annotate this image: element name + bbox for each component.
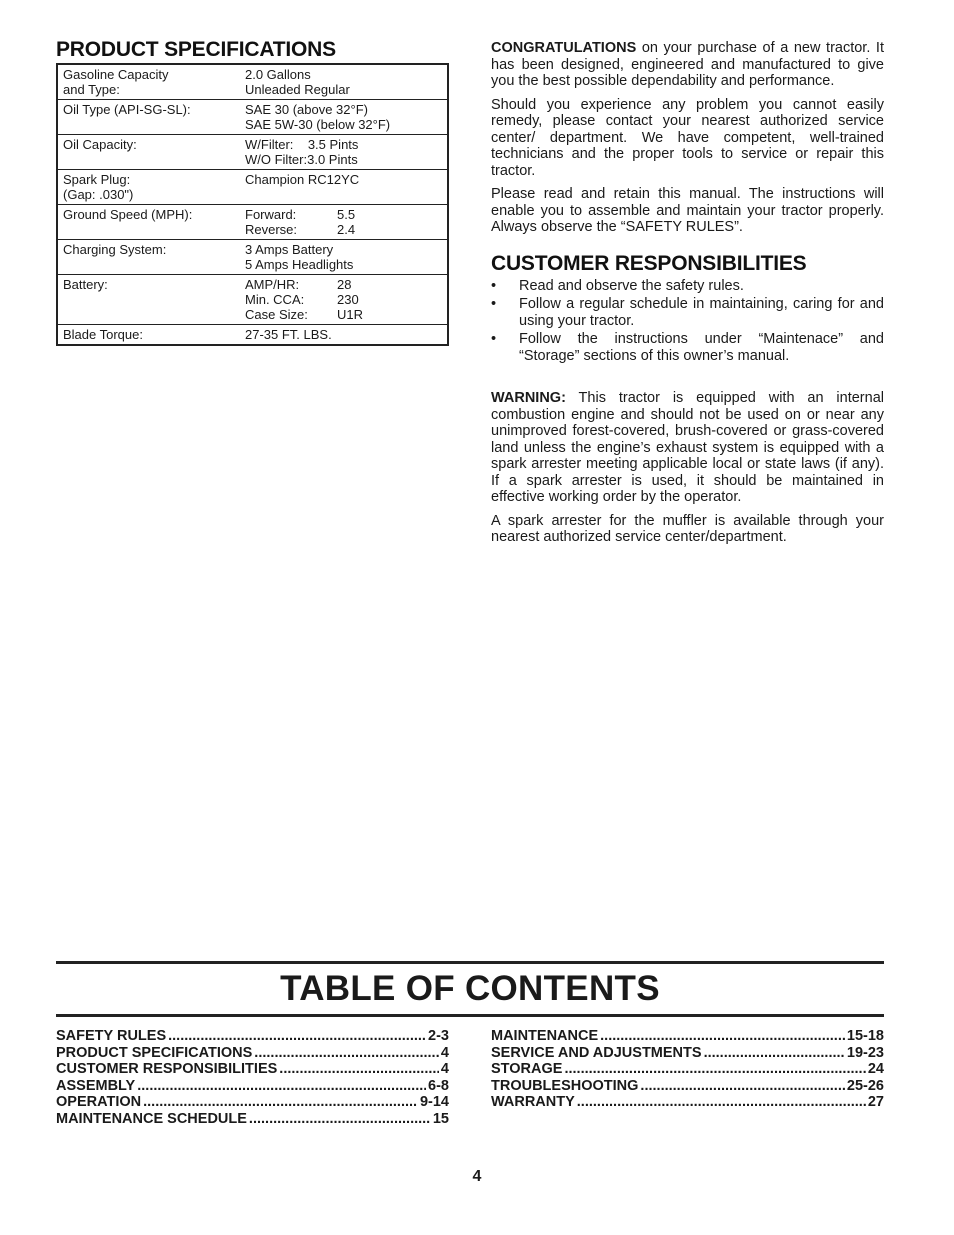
spec-value xyxy=(245,207,447,237)
bullet-icon: • xyxy=(491,331,497,347)
spec-pair-value: 230 xyxy=(337,292,359,307)
toc-header xyxy=(56,961,884,1017)
toc-leader-dots xyxy=(600,1028,845,1045)
spec-label-line: Spark Plug: xyxy=(63,172,131,187)
spec-value-line: W/O Filter:3.0 Pints xyxy=(245,152,358,167)
page-number: 4 xyxy=(472,1168,482,1185)
spec-label-line: Oil Capacity: xyxy=(63,137,137,152)
spark-arrester-paragraph: A spark arrester for the muffler is available through your nearest authorized service center/department. xyxy=(491,512,884,545)
spec-row xyxy=(58,324,447,344)
toc-entry-page: 15-18 xyxy=(846,1028,884,1044)
spec-label-line: (Gap: .030") xyxy=(63,187,134,202)
spec-label xyxy=(63,277,245,322)
warning-label: WARNING: xyxy=(491,390,566,406)
toc-leader-dots xyxy=(279,1061,439,1078)
spec-label xyxy=(63,172,245,202)
toc-leader-dots xyxy=(249,1111,431,1128)
spec-pair-value: 5.5 xyxy=(337,207,356,222)
toc-entry[interactable] xyxy=(491,1094,884,1111)
retain-manual-paragraph: Please read and retain this manual. The instructions will enable you to assemble and maintain your tractor properly. Always observe the “SAFETY RULES”. xyxy=(491,186,884,235)
toc-entry[interactable] xyxy=(491,1045,884,1062)
toc-entry-label: MAINTENANCE SCHEDULE xyxy=(56,1110,247,1127)
toc-entry-page: 6-8 xyxy=(428,1077,449,1094)
toc-leader-dots xyxy=(143,1094,418,1111)
toc-leader-dots xyxy=(704,1045,845,1062)
toc-entry-page: 4 xyxy=(440,1061,449,1077)
spec-pair-key: Min. CCA: xyxy=(245,292,305,307)
toc-entry-label: WARRANTY xyxy=(491,1094,575,1110)
toc-entry-label: SERVICE AND ADJUSTMENTS xyxy=(491,1044,702,1061)
spec-value xyxy=(245,277,447,322)
toc-entry[interactable] xyxy=(56,1078,449,1095)
product-specifications-section xyxy=(56,38,449,346)
spec-pair-value: U1R xyxy=(337,307,364,322)
spec-value-line: Champion RC12YC xyxy=(245,172,360,187)
congratulations-paragraph xyxy=(491,40,884,90)
spec-value-pair xyxy=(245,277,447,292)
spec-row xyxy=(58,65,447,99)
spec-label xyxy=(63,67,245,97)
warning-text: This tractor is equipped with an internal combustion engine and should not be used on or near any unimproved forest-covered, brush-covered or grass-covered land unless the engine’s exhaust system is equipped with a spark arrester meeting applicable local or state laws (if any). If a spark arrester is used, it should be maintained in effective working order by the operator. xyxy=(491,390,884,505)
toc-leader-dots xyxy=(640,1078,844,1095)
congratulations-label: CONGRATULATIONS xyxy=(491,40,637,56)
toc-entry[interactable] xyxy=(56,1061,449,1078)
toc-left-column xyxy=(56,1028,449,1127)
spec-row xyxy=(58,169,447,204)
spec-value-line: Unleaded Regular xyxy=(245,82,350,97)
toc-bottom-rule xyxy=(56,1014,884,1017)
spec-row xyxy=(58,239,447,274)
toc-title: TABLE OF CONTENTS xyxy=(280,969,660,1008)
spec-value-line: 5 Amps Headlights xyxy=(245,257,354,272)
spec-value xyxy=(245,102,447,132)
spec-pair-key: Forward: xyxy=(245,207,297,222)
spec-value xyxy=(245,242,447,272)
spec-value-pair xyxy=(245,292,447,307)
spec-label-line: and Type: xyxy=(63,82,120,97)
toc-entry-label: SAFETY RULES xyxy=(56,1028,167,1044)
toc-entry[interactable] xyxy=(56,1094,449,1111)
toc-entry-page: 27 xyxy=(867,1094,884,1110)
spec-value-line: 3 Amps Battery xyxy=(245,242,334,257)
toc-entry-label: OPERATION xyxy=(56,1094,142,1110)
spec-label-line: Ground Speed (MPH): xyxy=(63,207,193,222)
spec-label-line: Battery: xyxy=(63,277,108,292)
spec-value-line: W/Filter: 3.5 Pints xyxy=(245,137,359,152)
toc-entry-label: PRODUCT SPECIFICATIONS xyxy=(56,1044,253,1061)
toc-entry-label: ASSEMBLY xyxy=(56,1077,136,1094)
bullet-icon: • xyxy=(491,296,497,312)
toc-entry[interactable] xyxy=(56,1028,449,1045)
toc-leader-dots xyxy=(168,1028,426,1045)
spec-pair-key: Case Size: xyxy=(245,307,308,322)
toc-entry[interactable] xyxy=(491,1028,884,1045)
spec-label xyxy=(63,137,245,167)
spec-pair-value: 2.4 xyxy=(337,222,356,237)
toc-entry-label: CUSTOMER RESPONSIBILITIES xyxy=(56,1061,278,1077)
toc-entries xyxy=(56,1028,884,1127)
toc-entry-page: 2-3 xyxy=(428,1028,449,1044)
toc-entry-label: MAINTENANCE xyxy=(491,1028,599,1044)
spec-table xyxy=(56,63,449,346)
list-item xyxy=(491,278,884,295)
toc-entry[interactable] xyxy=(491,1061,884,1078)
spec-label-line: Gasoline Capacity xyxy=(63,67,169,82)
list-item-text: Read and observe the safety rules. xyxy=(519,277,744,294)
toc-leader-dots xyxy=(564,1061,865,1078)
toc-entry-page: 25-26 xyxy=(846,1077,884,1094)
spec-value-pair xyxy=(245,307,447,322)
spec-value xyxy=(245,137,447,167)
toc-right-column xyxy=(491,1028,884,1127)
customer-responsibilities-title: CUSTOMER RESPONSIBILITIES xyxy=(491,251,807,275)
list-item xyxy=(491,296,884,329)
toc-entry-page: 15 xyxy=(432,1110,449,1127)
spec-row xyxy=(58,204,447,239)
list-item xyxy=(491,331,884,364)
problem-paragraph: Should you experience any problem you cannot easily remedy, please contact your nearest authorized service center/ department. We have competent, well-trained technicians and the proper tools to service or repair this tractor. xyxy=(491,96,884,179)
spec-label xyxy=(63,327,245,342)
toc-entry[interactable] xyxy=(56,1045,449,1062)
spec-value-pair xyxy=(245,222,447,237)
spec-value xyxy=(245,67,447,97)
toc-entry-page: 19-23 xyxy=(846,1044,884,1061)
spec-value-pair xyxy=(245,207,447,222)
list-item-text: Follow the instructions under “Maintenace” and “Storage” sections of this owner’s manual. xyxy=(519,331,884,364)
spec-pair-key: Reverse: xyxy=(245,222,298,237)
spec-value-line: SAE 30 (above 32°F) xyxy=(245,102,368,117)
spec-value-line: SAE 5W-30 (below 32°F) xyxy=(245,117,391,132)
congratulations-text: on your purchase of a new tractor. It has been designed, engineered and manufactured to give you the best possible dependability and performance. xyxy=(491,40,884,89)
spec-value-line: 2.0 Gallons xyxy=(245,67,311,82)
intro-section xyxy=(491,40,884,553)
spec-label-line: Charging System: xyxy=(63,242,167,257)
spec-row xyxy=(58,134,447,169)
bullet-icon: • xyxy=(491,277,497,294)
warning-paragraph xyxy=(491,390,884,506)
spec-label xyxy=(63,242,245,272)
spec-label-line: Blade Torque: xyxy=(63,327,143,342)
toc-entry-page: 4 xyxy=(440,1044,449,1061)
toc-entry-page: 24 xyxy=(867,1061,884,1077)
customer-responsibilities-list xyxy=(491,278,884,365)
spec-label xyxy=(63,102,245,132)
spec-label-line: Oil Type (API-SG-SL): xyxy=(63,102,191,117)
spec-pair-value: 28 xyxy=(337,277,352,292)
product-specifications-title: PRODUCT SPECIFICATIONS xyxy=(56,38,336,61)
list-item-text: Follow a regular schedule in maintaining, caring for and using your tractor. xyxy=(519,296,884,329)
toc-entry[interactable] xyxy=(491,1078,884,1095)
spec-value-line: 27-35 FT. LBS. xyxy=(245,327,332,342)
toc-entry-label: STORAGE xyxy=(491,1061,563,1077)
toc-leader-dots xyxy=(137,1078,426,1095)
spec-row xyxy=(58,274,447,324)
toc-entry-page: 9-14 xyxy=(419,1094,449,1110)
spec-label xyxy=(63,207,245,237)
toc-entry[interactable] xyxy=(56,1111,449,1128)
spec-pair-key: AMP/HR: xyxy=(245,277,300,292)
toc-leader-dots xyxy=(254,1045,439,1062)
spec-value xyxy=(245,172,447,202)
toc-leader-dots xyxy=(577,1094,866,1111)
toc-top-rule xyxy=(56,961,884,964)
spec-value xyxy=(245,327,447,342)
spec-row xyxy=(58,99,447,134)
toc-entry-label: TROUBLESHOOTING xyxy=(491,1077,639,1094)
